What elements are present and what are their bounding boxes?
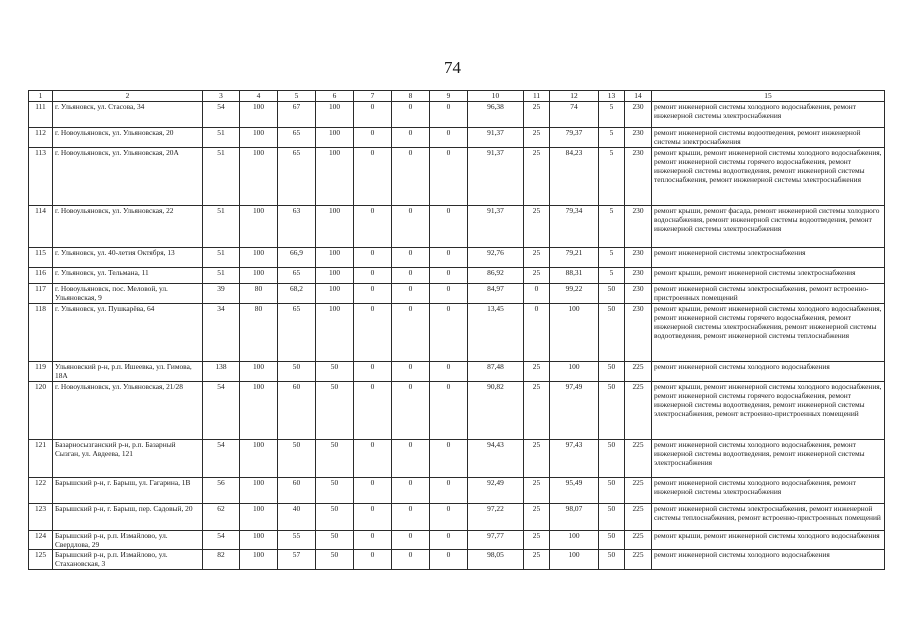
value-cell: 97,43 (550, 439, 599, 477)
column-number-10: 10 (468, 91, 524, 102)
value-cell: 0 (392, 361, 430, 381)
address-cell: Базарносызганский р-н, р.п. Базарный Сызган, ул. Авдеева, 121 (53, 439, 203, 477)
value-cell: 100 (240, 128, 278, 148)
row-number-cell: 112 (29, 128, 53, 148)
value-cell: 50 (599, 381, 625, 439)
address-cell: Барышский р-н, р.п. Измайлово, ул. Свердлова, 29 (53, 530, 203, 550)
address-cell: г. Ульяновск, ул. 40-летия Октября, 13 (53, 247, 203, 267)
column-number-11: 11 (524, 91, 550, 102)
table-row (29, 128, 885, 148)
works-cell: ремонт крыши, ремонт инженерной системы холодного водоснабжения (652, 530, 885, 550)
value-cell: 0 (430, 361, 468, 381)
value-cell: 100 (240, 361, 278, 381)
value-cell: 0 (430, 550, 468, 570)
value-cell: 100 (316, 147, 354, 205)
value-cell: 0 (392, 503, 430, 530)
value-cell: 0 (430, 247, 468, 267)
value-cell: 97,77 (468, 530, 524, 550)
value-cell: 51 (203, 128, 240, 148)
value-cell: 25 (524, 102, 550, 128)
row-number-cell: 122 (29, 477, 53, 503)
value-cell: 100 (240, 439, 278, 477)
value-cell: 0 (392, 147, 430, 205)
value-cell: 82 (203, 550, 240, 570)
table-row (29, 477, 885, 503)
column-number-9: 9 (430, 91, 468, 102)
value-cell: 84,97 (468, 283, 524, 303)
column-number-15: 15 (652, 91, 885, 102)
value-cell: 100 (550, 530, 599, 550)
works-cell: ремонт крыши, ремонт инженерной системы электроснабжения (652, 267, 885, 283)
value-cell: 34 (203, 303, 240, 361)
value-cell: 51 (203, 247, 240, 267)
value-cell: 50 (599, 503, 625, 530)
value-cell: 0 (430, 267, 468, 283)
table-row (29, 147, 885, 205)
row-number-cell: 125 (29, 550, 53, 570)
value-cell: 225 (625, 503, 652, 530)
value-cell: 0 (354, 477, 392, 503)
value-cell: 0 (430, 128, 468, 148)
value-cell: 0 (392, 530, 430, 550)
value-cell: 54 (203, 381, 240, 439)
column-number-5: 5 (278, 91, 316, 102)
table-row (29, 503, 885, 530)
value-cell: 91,37 (468, 205, 524, 247)
value-cell: 0 (354, 530, 392, 550)
value-cell: 96,38 (468, 102, 524, 128)
works-cell: ремонт инженерной системы водоотведения, ремонт инженерной системы электроснабжения (652, 128, 885, 148)
address-cell: г. Ульяновск, ул. Пушкарёва, 64 (53, 303, 203, 361)
page-number: 74 (444, 58, 461, 77)
value-cell: 91,37 (468, 128, 524, 148)
value-cell: 100 (550, 303, 599, 361)
address-cell: г. Новоульяновск, ул. Ульяновская, 21/28 (53, 381, 203, 439)
value-cell: 51 (203, 205, 240, 247)
value-cell: 80 (240, 283, 278, 303)
value-cell: 0 (354, 283, 392, 303)
value-cell: 0 (354, 102, 392, 128)
value-cell: 50 (599, 283, 625, 303)
value-cell: 66,9 (278, 247, 316, 267)
value-cell: 230 (625, 303, 652, 361)
value-cell: 225 (625, 439, 652, 477)
works-cell: ремонт крыши, ремонт инженерной системы холодного водоснабжения, ремонт инженерной системы горячего водоснабжения, ремонт инженерной системы водоотведения, ремонт инженерной системы теплоснабжения, ремонт инженерной системы электроснабжения (652, 147, 885, 205)
value-cell: 100 (316, 283, 354, 303)
value-cell: 0 (392, 267, 430, 283)
value-cell: 50 (599, 477, 625, 503)
value-cell: 50 (599, 550, 625, 570)
value-cell: 50 (316, 550, 354, 570)
value-cell: 0 (392, 439, 430, 477)
value-cell: 13,45 (468, 303, 524, 361)
value-cell: 50 (316, 439, 354, 477)
row-number-cell: 114 (29, 205, 53, 247)
value-cell: 0 (392, 283, 430, 303)
table-row (29, 205, 885, 247)
value-cell: 100 (240, 381, 278, 439)
value-cell: 25 (524, 550, 550, 570)
value-cell: 100 (240, 477, 278, 503)
works-cell: ремонт инженерной системы холодного водоснабжения (652, 550, 885, 570)
column-number-2: 2 (53, 91, 203, 102)
address-cell: Ульяновский р-н, р.п. Ишеевка, ул. Гимова, 18А (53, 361, 203, 381)
value-cell: 87,48 (468, 361, 524, 381)
address-cell: г. Новоульяновск, пос. Меловой, ул. Ульяновская, 9 (53, 283, 203, 303)
value-cell: 225 (625, 530, 652, 550)
value-cell: 25 (524, 530, 550, 550)
value-cell: 5 (599, 205, 625, 247)
value-cell: 67 (278, 102, 316, 128)
column-number-8: 8 (392, 91, 430, 102)
value-cell: 65 (278, 303, 316, 361)
column-number-3: 3 (203, 91, 240, 102)
value-cell: 0 (430, 530, 468, 550)
value-cell: 25 (524, 381, 550, 439)
value-cell: 0 (392, 247, 430, 267)
value-cell: 0 (392, 303, 430, 361)
value-cell: 25 (524, 267, 550, 283)
value-cell: 86,92 (468, 267, 524, 283)
value-cell: 65 (278, 128, 316, 148)
value-cell: 100 (316, 303, 354, 361)
value-cell: 68,2 (278, 283, 316, 303)
value-cell: 100 (240, 267, 278, 283)
value-cell: 25 (524, 477, 550, 503)
value-cell: 98,07 (550, 503, 599, 530)
address-cell: г. Новоульяновск, ул. Ульяновская, 22 (53, 205, 203, 247)
value-cell: 98,05 (468, 550, 524, 570)
table-row (29, 283, 885, 303)
table-row (29, 381, 885, 439)
value-cell: 0 (430, 439, 468, 477)
works-cell: ремонт инженерной системы холодного водоснабжения (652, 361, 885, 381)
value-cell: 0 (524, 303, 550, 361)
value-cell: 50 (316, 381, 354, 439)
value-cell: 0 (392, 205, 430, 247)
table-row (29, 267, 885, 283)
value-cell: 62 (203, 503, 240, 530)
value-cell: 225 (625, 550, 652, 570)
value-cell: 50 (316, 503, 354, 530)
row-number-cell: 113 (29, 147, 53, 205)
value-cell: 50 (599, 530, 625, 550)
address-cell: Барышский р-н, г. Барыш, пер. Садовый, 20 (53, 503, 203, 530)
value-cell: 0 (430, 283, 468, 303)
value-cell: 54 (203, 439, 240, 477)
value-cell: 100 (316, 247, 354, 267)
address-cell: Барышский р-н, р.п. Измайлово, ул. Стахановская, 3 (53, 550, 203, 570)
value-cell: 100 (240, 247, 278, 267)
value-cell: 230 (625, 247, 652, 267)
column-number-7: 7 (354, 91, 392, 102)
value-cell: 50 (316, 477, 354, 503)
address-cell: Барышский р-н, г. Барыш, ул. Гагарина, 1В (53, 477, 203, 503)
value-cell: 80 (240, 303, 278, 361)
works-cell: ремонт инженерной системы электроснабжения (652, 247, 885, 267)
value-cell: 0 (430, 477, 468, 503)
value-cell: 94,43 (468, 439, 524, 477)
row-number-cell: 120 (29, 381, 53, 439)
value-cell: 0 (392, 102, 430, 128)
value-cell: 95,49 (550, 477, 599, 503)
row-number-cell: 121 (29, 439, 53, 477)
value-cell: 100 (316, 128, 354, 148)
value-cell: 39 (203, 283, 240, 303)
row-number-cell: 124 (29, 530, 53, 550)
value-cell: 5 (599, 102, 625, 128)
address-cell: г. Ульяновск, ул. Тельмана, 11 (53, 267, 203, 283)
row-number-cell: 119 (29, 361, 53, 381)
value-cell: 25 (524, 128, 550, 148)
table-row (29, 439, 885, 477)
value-cell: 0 (392, 381, 430, 439)
value-cell: 100 (316, 102, 354, 128)
works-cell: ремонт крыши, ремонт фасада, ремонт инженерной системы холодного водоснабжения, ремонт инженерной системы водоотведения, ремонт инженерной системы электроснабжения (652, 205, 885, 247)
value-cell: 225 (625, 361, 652, 381)
value-cell: 92,76 (468, 247, 524, 267)
value-cell: 25 (524, 361, 550, 381)
column-number-14: 14 (625, 91, 652, 102)
value-cell: 0 (392, 128, 430, 148)
value-cell: 25 (524, 439, 550, 477)
value-cell: 0 (430, 102, 468, 128)
value-cell: 88,31 (550, 267, 599, 283)
value-cell: 55 (278, 530, 316, 550)
value-cell: 5 (599, 128, 625, 148)
value-cell: 0 (524, 283, 550, 303)
value-cell: 50 (599, 303, 625, 361)
value-cell: 79,21 (550, 247, 599, 267)
value-cell: 63 (278, 205, 316, 247)
value-cell: 74 (550, 102, 599, 128)
works-cell: ремонт крыши, ремонт инженерной системы холодного водоснабжения, ремонт инженерной системы горячего водоснабжения, ремонт инженерной системы водоотведения, ремонт инженерной системы электроснабжения, ремонт встроенно-пристроенных помещений (652, 381, 885, 439)
repair-program-table (28, 90, 885, 570)
value-cell: 54 (203, 530, 240, 550)
value-cell: 60 (278, 477, 316, 503)
value-cell: 230 (625, 128, 652, 148)
column-number-12: 12 (550, 91, 599, 102)
value-cell: 92,49 (468, 477, 524, 503)
value-cell: 0 (354, 247, 392, 267)
value-cell: 0 (354, 303, 392, 361)
value-cell: 0 (354, 550, 392, 570)
value-cell: 100 (550, 550, 599, 570)
value-cell: 0 (392, 550, 430, 570)
row-number-cell: 123 (29, 503, 53, 530)
value-cell: 97,49 (550, 381, 599, 439)
value-cell: 5 (599, 147, 625, 205)
value-cell: 79,37 (550, 128, 599, 148)
value-cell: 0 (354, 361, 392, 381)
value-cell: 230 (625, 267, 652, 283)
value-cell: 54 (203, 102, 240, 128)
value-cell: 97,22 (468, 503, 524, 530)
value-cell: 230 (625, 102, 652, 128)
value-cell: 0 (354, 503, 392, 530)
value-cell: 100 (550, 361, 599, 381)
value-cell: 0 (354, 267, 392, 283)
row-number-cell: 118 (29, 303, 53, 361)
column-number-6: 6 (316, 91, 354, 102)
row-number-cell: 115 (29, 247, 53, 267)
table-row (29, 303, 885, 361)
column-number-4: 4 (240, 91, 278, 102)
value-cell: 56 (203, 477, 240, 503)
value-cell: 57 (278, 550, 316, 570)
value-cell: 25 (524, 147, 550, 205)
value-cell: 138 (203, 361, 240, 381)
works-cell: ремонт инженерной системы электроснабжения, ремонт встроенно-пристроенных помещений (652, 283, 885, 303)
value-cell: 100 (240, 503, 278, 530)
works-cell: ремонт инженерной системы электроснабжения, ремонт инженерной системы теплоснабжения, ремонт встроенно-пристроенных помещений (652, 503, 885, 530)
value-cell: 0 (354, 147, 392, 205)
value-cell: 0 (354, 439, 392, 477)
value-cell: 100 (240, 550, 278, 570)
value-cell: 0 (430, 147, 468, 205)
value-cell: 65 (278, 267, 316, 283)
works-cell: ремонт инженерной системы холодного водоснабжения, ремонт инженерной системы электроснабжения (652, 477, 885, 503)
address-cell: г. Новоульяновск, ул. Ульяновская, 20А (53, 147, 203, 205)
table-row (29, 361, 885, 381)
value-cell: 79,34 (550, 205, 599, 247)
row-number-cell: 111 (29, 102, 53, 128)
value-cell: 0 (354, 205, 392, 247)
column-number-row (29, 91, 885, 102)
value-cell: 91,37 (468, 147, 524, 205)
value-cell: 100 (240, 205, 278, 247)
value-cell: 0 (430, 381, 468, 439)
value-cell: 50 (599, 361, 625, 381)
address-cell: г. Ульяновск, ул. Стасова, 34 (53, 102, 203, 128)
value-cell: 50 (278, 361, 316, 381)
table-row (29, 247, 885, 267)
works-cell: ремонт крыши, ремонт инженерной системы холодного водоснабжения, ремонт инженерной системы горячего водоснабжения, ремонт инженерной системы электроснабжения, ремонт инженерной системы водоотведения, ремонт инженерной системы теплоснабжения (652, 303, 885, 361)
value-cell: 99,22 (550, 283, 599, 303)
value-cell: 0 (430, 205, 468, 247)
value-cell: 65 (278, 147, 316, 205)
value-cell: 0 (430, 303, 468, 361)
value-cell: 100 (240, 147, 278, 205)
value-cell: 100 (240, 530, 278, 550)
value-cell: 5 (599, 247, 625, 267)
value-cell: 100 (240, 102, 278, 128)
address-cell: г. Новоульяновск, ул. Ульяновская, 20 (53, 128, 203, 148)
value-cell: 100 (316, 205, 354, 247)
value-cell: 50 (278, 439, 316, 477)
value-cell: 0 (392, 477, 430, 503)
value-cell: 230 (625, 205, 652, 247)
value-cell: 230 (625, 283, 652, 303)
value-cell: 60 (278, 381, 316, 439)
column-number-1: 1 (29, 91, 53, 102)
value-cell: 51 (203, 267, 240, 283)
works-cell: ремонт инженерной системы холодного водоснабжения, ремонт инженерной системы электроснабжения (652, 102, 885, 128)
value-cell: 50 (599, 439, 625, 477)
table-row (29, 550, 885, 570)
value-cell: 90,82 (468, 381, 524, 439)
table-row (29, 530, 885, 550)
value-cell: 25 (524, 503, 550, 530)
value-cell: 0 (354, 128, 392, 148)
value-cell: 225 (625, 477, 652, 503)
table-row (29, 102, 885, 128)
value-cell: 230 (625, 147, 652, 205)
value-cell: 100 (316, 267, 354, 283)
value-cell: 40 (278, 503, 316, 530)
value-cell: 5 (599, 267, 625, 283)
value-cell: 25 (524, 205, 550, 247)
value-cell: 25 (524, 247, 550, 267)
value-cell: 51 (203, 147, 240, 205)
row-number-cell: 116 (29, 267, 53, 283)
column-number-13: 13 (599, 91, 625, 102)
value-cell: 0 (354, 381, 392, 439)
value-cell: 50 (316, 530, 354, 550)
works-cell: ремонт инженерной системы холодного водоснабжения, ремонт инженерной системы водоотведения, ремонт инженерной системы электроснабжения (652, 439, 885, 477)
row-number-cell: 117 (29, 283, 53, 303)
value-cell: 0 (430, 503, 468, 530)
value-cell: 225 (625, 381, 652, 439)
value-cell: 84,23 (550, 147, 599, 205)
value-cell: 50 (316, 361, 354, 381)
